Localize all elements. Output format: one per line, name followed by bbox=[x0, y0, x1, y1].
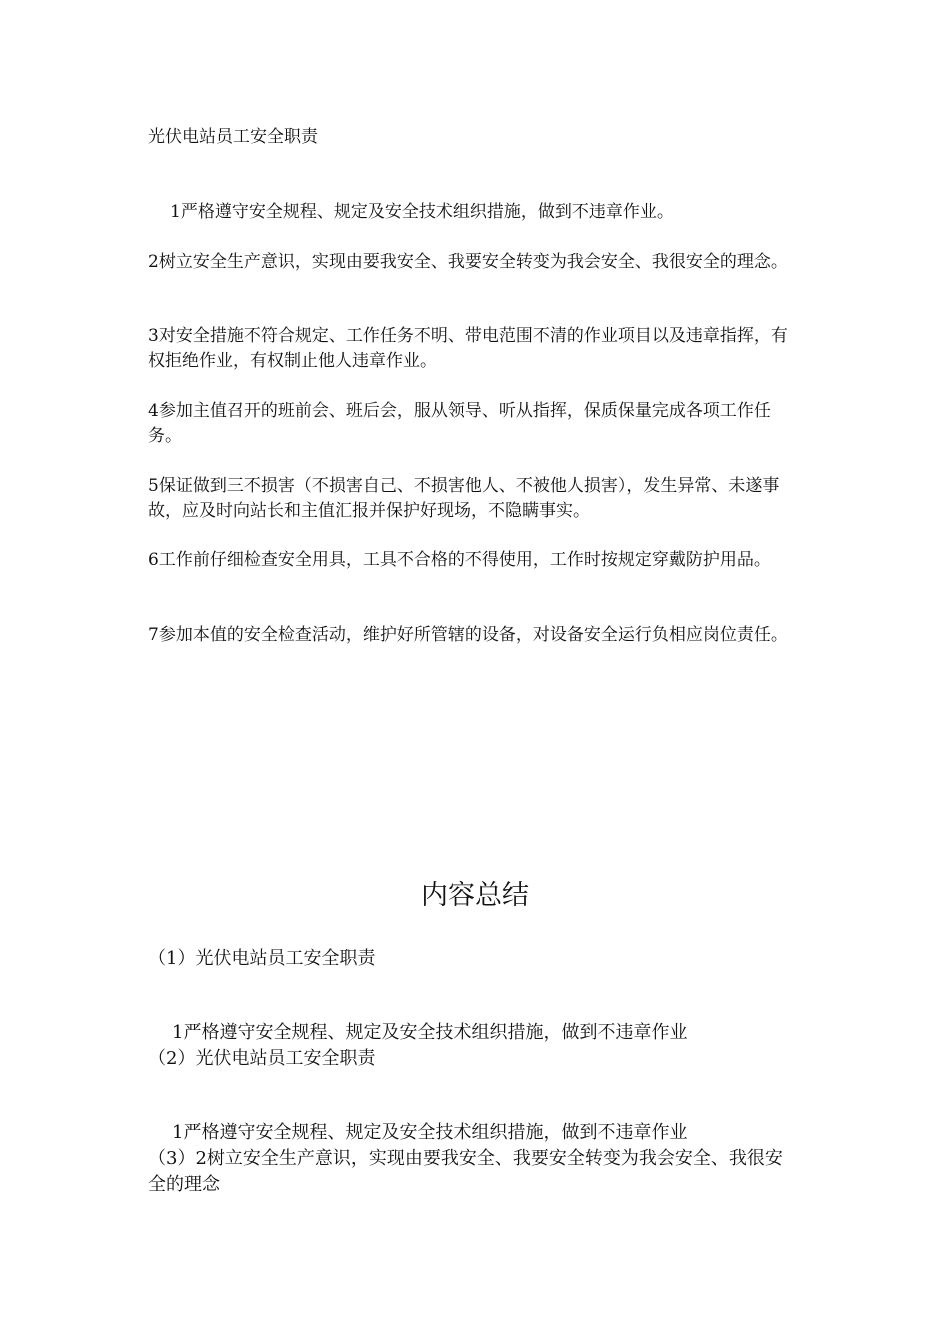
summary-item-1-detail: 1严格遵守安全规程、规定及安全技术组织措施，做到不违章作业 bbox=[172, 1022, 688, 1043]
summary-item-2-detail: 1严格遵守安全规程、规定及安全技术组织措施，做到不违章作业 bbox=[172, 1122, 688, 1143]
clause-5: 5保证做到三不损害（不损害自己、不损害他人、不被他人损害），发生异常、未遂事故，应及时向站长和主值汇报并保护好现场，不隐瞒事实。 bbox=[148, 476, 780, 521]
summary-item-3: （3）2树立安全生产意识，实现由要我安全、我要安全转变为我会安全、我很安全的理念 bbox=[148, 1148, 783, 1195]
clause-4: 4参加主值召开的班前会、班后会，服从领导、听从指挥，保质保量完成各项工作任务。 bbox=[148, 401, 771, 446]
clause-7: 7参加本值的安全检查活动，维护好所管辖的设备，对设备安全运行负相应岗位责任。 bbox=[148, 625, 788, 645]
summary-item-1: （1）光伏电站员工安全职责 bbox=[148, 948, 376, 969]
clause-1: 1严格遵守安全规程、规定及安全技术组织措施，做到不违章作业。 bbox=[170, 202, 674, 222]
clause-2: 2树立安全生产意识，实现由要我安全、我要安全转变为我会安全、我很安全的理念。 bbox=[148, 252, 788, 272]
clause-3: 3对安全措施不符合规定、工作任务不明、带电范围不清的作业项目以及违章指挥，有权拒绝作业，有权制止他人违章作业。 bbox=[148, 326, 788, 371]
summary-heading: 内容总结 bbox=[421, 880, 529, 911]
summary-item-2: （2）光伏电站员工安全职责 bbox=[148, 1048, 376, 1069]
clause-6: 6工作前仔细检查安全用具，工具不合格的不得使用，工作时按规定穿戴防护用品。 bbox=[148, 550, 771, 570]
document-title: 光伏电站员工安全职责 bbox=[148, 127, 318, 147]
